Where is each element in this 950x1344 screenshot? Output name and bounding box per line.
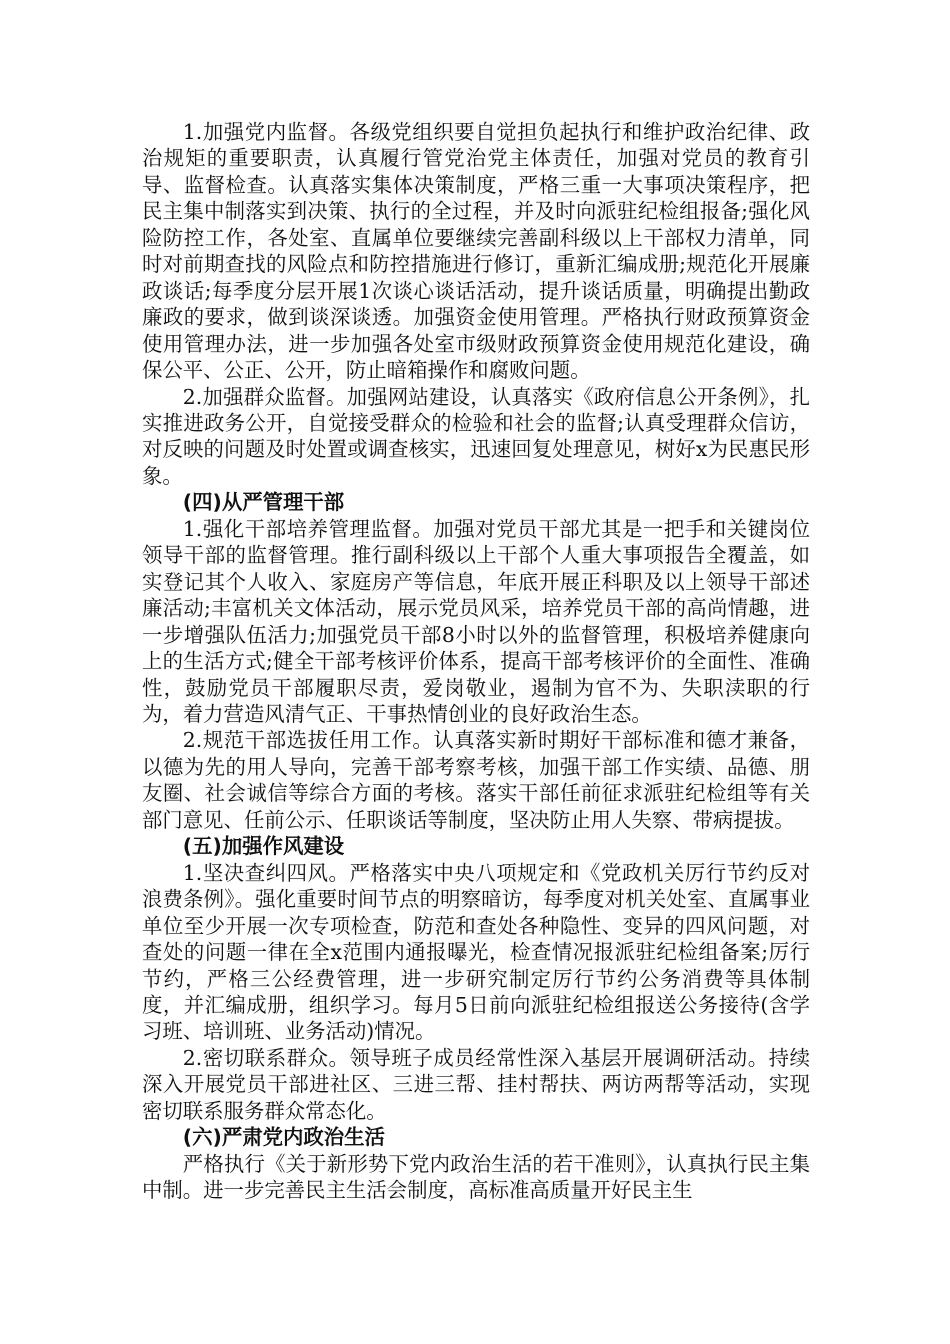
paragraph-party-supervision: 1.加强党内监督。各级党组织要自觉担负起执行和维护政治纪律、政治规矩的重要职责，认真履行管党治党主体责任，加强对党员的教育引导、监督检查。认真落实集体决策制度，严格三重一大事项决策程序，把民主集中制落实到决策、执行的全过程，并及时向派驻纪检组报备;强化风险防控工作，各处室、直属单位要继续完善副科级以上干部权力清单，同时对前期查找的风险点和防控措施进行修订，重新汇编成册;规范化开展廉政谈话;每季度分层开展1次谈心谈话活动，提升谈话质量，明确提出勤政廉政的要求，做到谈深谈透。加强资金使用管理。严格执行财政预算资金使用管理办法，进一步加强各处室市级财政预算资金使用规范化建设，确保公平、公正、公开，防止暗箱操作和腐败问题。 [142,120,810,383]
paragraph-cadre-selection: 2.规范干部选拔任用工作。认真落实新时期好干部标准和德才兼备，以德为先的用人导向，完善干部考察考核，加强干部工作实绩、品德、朋友圈、社会诚信等综合方面的考核。落实干部任前征求派驻纪检组等有关部门意见、任前公示、任职谈话等制度，坚决防止用人失察、带病提拔。 [142,728,810,832]
document-page [142,119,810,1204]
paragraph-public-supervision: 2.加强群众监督。加强网站建设，认真落实《政府信息公开条例》，扎实推进政务公开，自觉接受群众的检验和社会的监督;认真受理群众信访，对反映的问题及时处置或调查核实，迅速回复处理意见，树好x为民惠民形象。 [142,384,810,488]
paragraph-four-winds: 1.坚决查纠四风。严格落实中央八项规定和《党政机关厉行节约反对浪费条例》。强化重要时间节点的明察暗访，每季度对机关处室、直属事业单位至少开展一次专项检查，防范和查处各种隐性、变异的四风问题，对查处的问题一律在全x范围内通报曝光，检查情况报派驻纪检组备案;厉行节约，严格三公经费管理，进一步研究制定厉行节约公务消费等具体制度，并汇编成册，组织学习。每月5日前向派驻纪检组报送公务接待(含学习班、培训班、业务活动)情况。 [142,860,810,1044]
paragraph-cadre-training: 1.强化干部培养管理监督。加强对党员干部尤其是一把手和关键岗位领导干部的监督管理。推行副科级以上干部个人重大事项报告全覆盖，如实登记其个人收入、家庭房产等信息，年底开展正科职及以上领导干部述廉活动;丰富机关文体活动，展示党员风采，培养党员干部的高尚情趣，进一步增强队伍活力;加强党员干部8小时以外的监督管理，积极培养健康向上的生活方式;健全干部考核评价体系，提高干部考核评价的全面性、准确性，鼓励党员干部履职尽责，爱岗敬业，遏制为官不为、失职渎职的行为，着力营造风清气正、干事热情创业的良好政治生态。 [142,516,810,726]
section-heading-work-style: (五)加强作风建设 [182,834,345,859]
paragraph-political-life: 严格执行《关于新形势下党内政治生活的若干准则》，认真执行民主集中制。进一步完善民主生活会制度，高标准高质量开好民主生 [142,1151,810,1203]
paragraph-mass-contact: 2.密切联系群众。领导班子成员经常性深入基层开展调研活动。持续深入开展党员干部进社区、三进三帮、挂村帮扶、两访两帮等活动，实现密切联系服务群众常态化。 [142,1045,810,1123]
section-heading-cadre-management: (四)从严管理干部 [182,490,345,515]
section-heading-political-life: (六)严肃党内政治生活 [182,1125,385,1150]
